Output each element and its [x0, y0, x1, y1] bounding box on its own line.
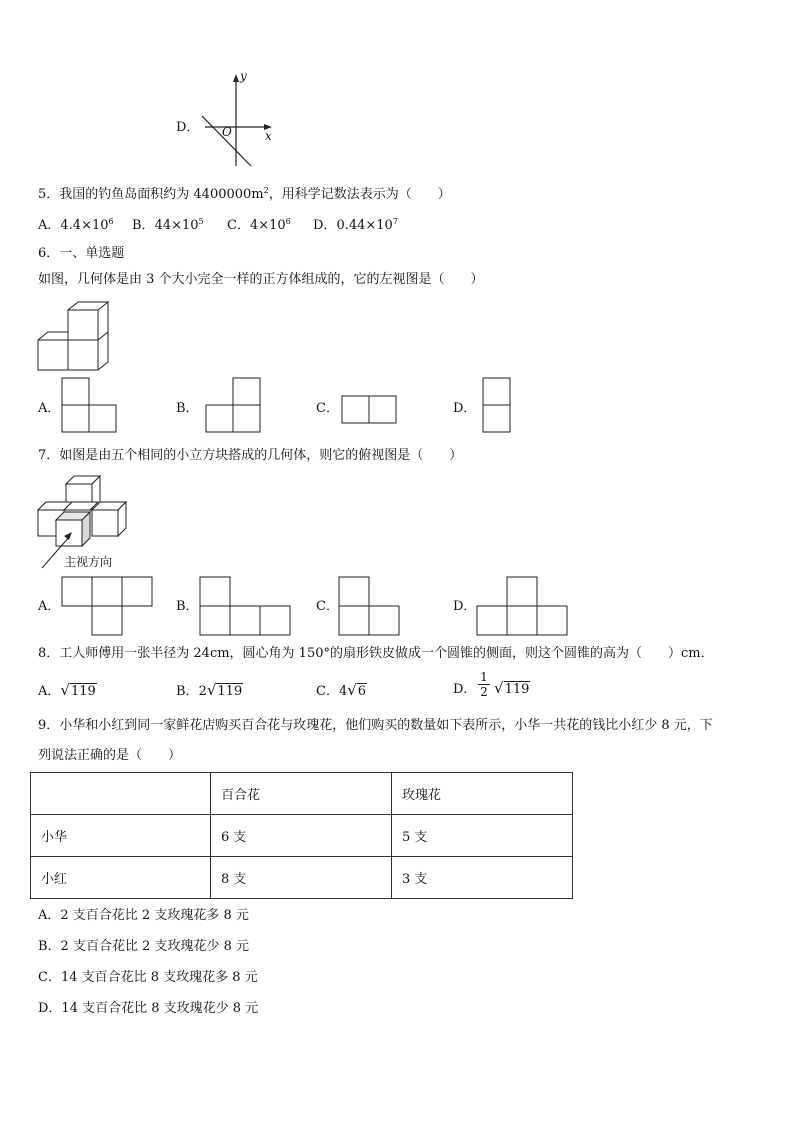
q9-table	[30, 772, 573, 899]
q8-option-d-fraction: 1 2	[478, 670, 490, 699]
origin-label: O	[222, 125, 232, 139]
y-axis-arrow	[233, 74, 239, 82]
q6-option-c-label: C．	[316, 401, 339, 416]
table-cell: 6 支	[211, 815, 392, 857]
table-cell: 小华	[31, 815, 211, 857]
q6-option-d-label: D．	[453, 401, 477, 416]
table-header-row	[31, 773, 573, 815]
table-cell: 玫瑰花	[392, 773, 573, 815]
q7-option-c-label: C．	[316, 599, 339, 614]
q6-question: 如图，几何体是由 3 个大小完全一样的正方体组成的，它的左视图是（ ）	[38, 272, 484, 287]
axis-y-label: y	[240, 69, 247, 83]
q4-option-d-label: D．	[176, 120, 200, 135]
q8-option-b[interactable]: B．2√119	[176, 681, 243, 699]
q5-number: 5．	[38, 187, 60, 202]
table-cell: 5 支	[392, 815, 573, 857]
q9-option-d[interactable]: D．14 支百合花比 8 支玫瑰花少 8 元	[38, 1001, 259, 1016]
q6-option-b-figure[interactable]	[204, 376, 264, 436]
q9-option-b[interactable]: B．2 支百合花比 2 支玫瑰花少 8 元	[38, 939, 250, 954]
q6-option-a-label: A．	[38, 401, 61, 416]
graph-line	[202, 116, 251, 166]
q9-option-a[interactable]: A．2 支百合花比 2 支玫瑰花多 8 元	[38, 908, 249, 923]
q7-direction-label: 主视方向	[64, 555, 113, 569]
q8-question: 8．工人师傅用一张半径为 24cm，圆心角为 150°的扇形铁皮做成一个圆锥的侧面，则这个圆锥的高为（ ）cm．	[38, 646, 714, 661]
q6-option-c-figure[interactable]	[340, 394, 400, 426]
q5-option-a[interactable]: A．$4.4\times 10^6$	[38, 217, 114, 233]
q6-heading: 6．一、单选题	[38, 246, 125, 261]
q6-option-a-figure[interactable]	[60, 376, 120, 436]
q9-question-line1: 9．小华和小红到同一家鲜花店购买百合花与玫瑰花，他们购买的数量如下表所示，小华一共花的钱比小红少 8 元，下	[38, 718, 713, 733]
q7-option-b-label: B．	[176, 599, 199, 614]
q8-option-c[interactable]: C．4√6	[316, 681, 367, 699]
q5-option-b[interactable]: B．$44\times 10^5$	[132, 217, 204, 233]
table-row	[31, 857, 573, 899]
q9-option-c[interactable]: C．14 支百合花比 8 支玫瑰花多 8 元	[38, 970, 258, 985]
q5-option-d[interactable]: D．$0.44\times 10^7$	[313, 217, 398, 233]
q7-option-b-figure[interactable]	[198, 575, 293, 637]
table-cell: 3 支	[392, 857, 573, 899]
q7-option-a-label: A．	[38, 599, 61, 614]
q7-option-d-figure[interactable]	[475, 575, 570, 637]
q9-question-line2: 列说法正确的是（ ）	[38, 748, 182, 763]
q8-option-a[interactable]: A．√119	[38, 681, 96, 699]
table-cell: 小红	[31, 857, 211, 899]
q4-option-d-graph[interactable]	[195, 72, 285, 172]
q8-option-d-root: √119	[494, 679, 530, 697]
q7-option-d-label: D．	[453, 599, 477, 614]
q7-option-c-figure[interactable]	[337, 575, 402, 637]
q5-text-end: ，用科学记数法表示为（ ）	[268, 187, 451, 202]
q8-option-d[interactable]: D．	[453, 682, 477, 697]
table-cell	[31, 773, 211, 815]
table-cell: 8 支	[211, 857, 392, 899]
q7-option-a-figure[interactable]	[60, 575, 155, 637]
axis-x-label: x	[265, 129, 272, 143]
q5-option-c[interactable]: C．$4\times 10^6$	[227, 217, 291, 233]
q5-sup: 2	[263, 186, 269, 195]
q5-question	[38, 186, 451, 204]
table-row	[31, 815, 573, 857]
q6-option-d-figure[interactable]	[481, 376, 515, 436]
table-cell: 百合花	[211, 773, 392, 815]
q7-question: 7．如图是由五个相同的小立方块搭成的几何体，则它的俯视图是（ ）	[38, 448, 463, 463]
q5-text: 我国的钓鱼岛面积约为 4400000m	[59, 187, 264, 202]
q6-option-b-label: B．	[176, 401, 199, 416]
q6-solid-figure	[38, 302, 118, 372]
